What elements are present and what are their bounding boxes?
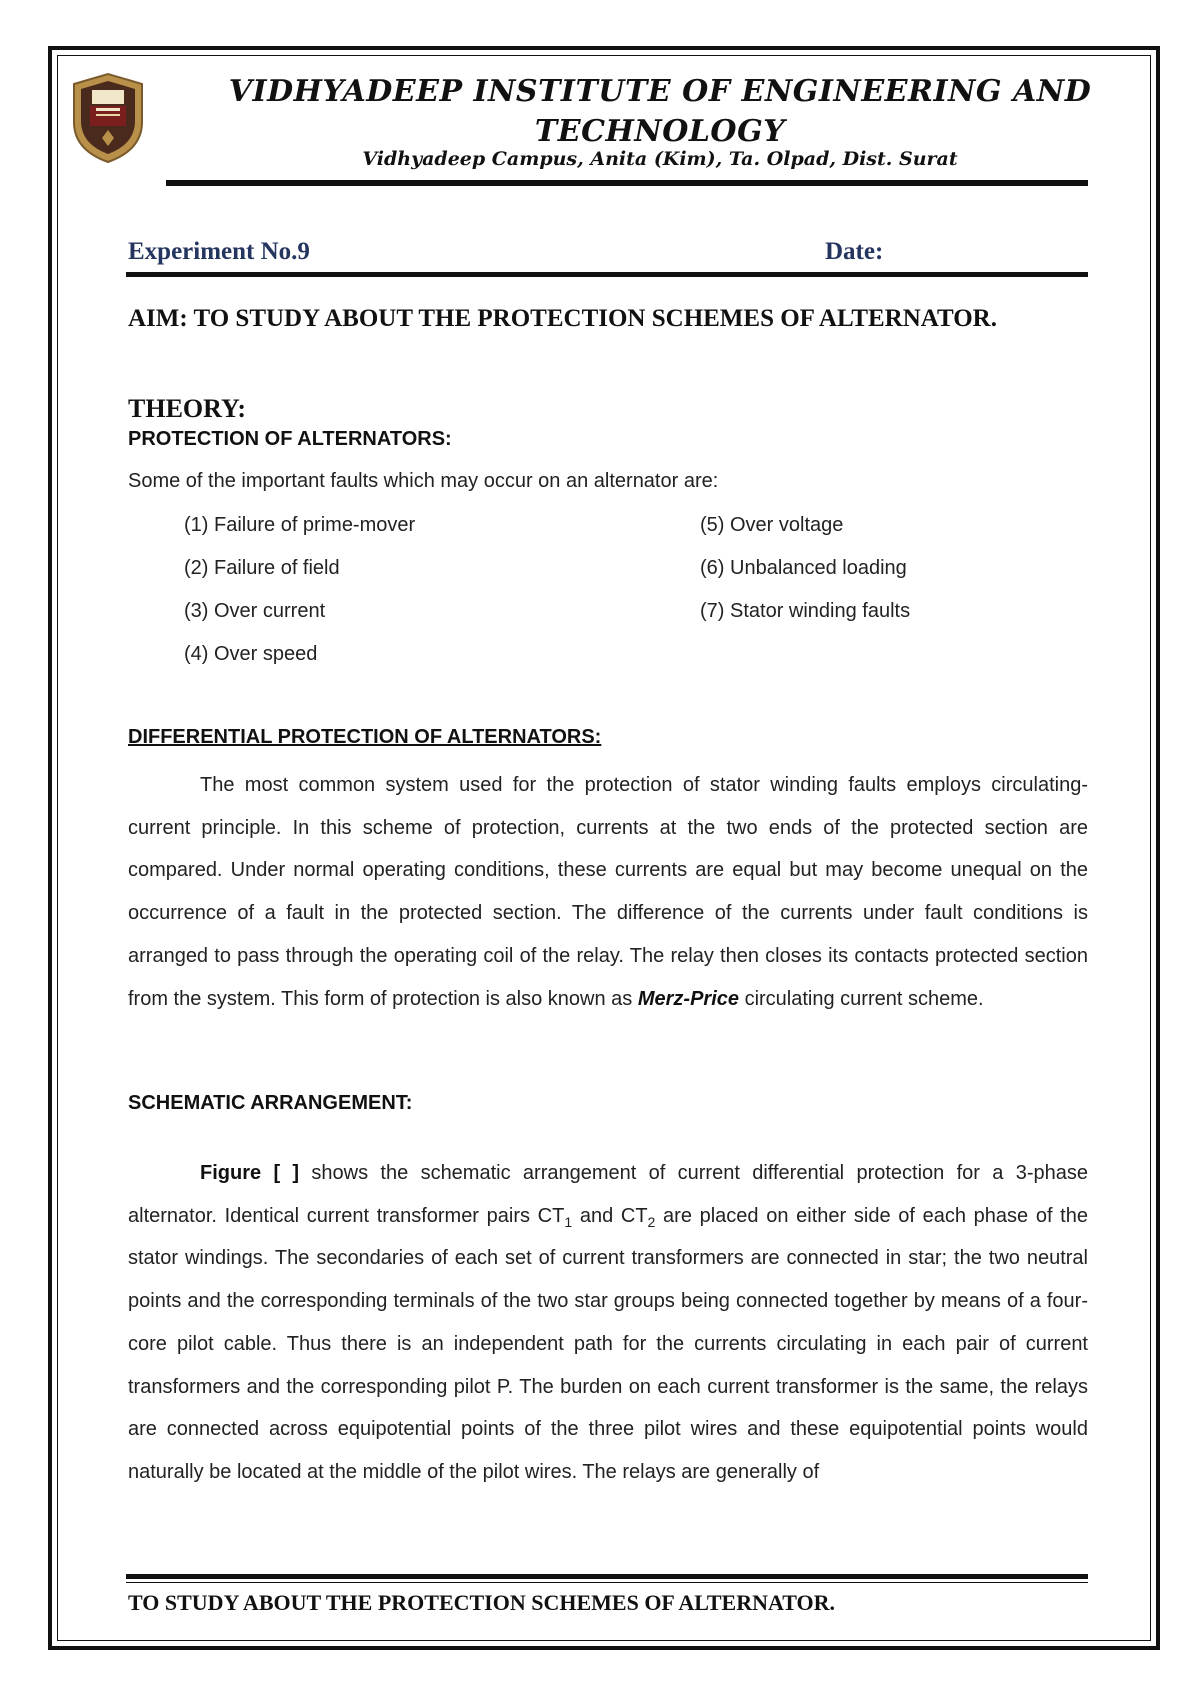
list-item: (3) Over current bbox=[184, 600, 326, 622]
schematic-heading: SCHEMATIC ARRANGEMENT: bbox=[128, 1092, 413, 1114]
institute-name: VIDHYADEEP INSTITUTE OF ENGINEERING AND TECHNOLOGY bbox=[228, 74, 1092, 149]
list-item: (4) Over speed bbox=[184, 643, 318, 665]
faults-intro: Some of the important faults which may occur on an alternator are: bbox=[128, 470, 719, 492]
institute-address: Vidhyadeep Campus, Anita (Kim), Ta. Olpad, Dist. Surat bbox=[362, 148, 958, 170]
footer-title: TO STUDY ABOUT THE PROTECTION SCHEMES OF ALTERNATOR. bbox=[128, 1590, 836, 1615]
list-item: (2) Failure of field bbox=[184, 557, 340, 579]
footer-divider bbox=[126, 1574, 1088, 1579]
institute-crest-icon bbox=[68, 70, 148, 166]
merz-price-term: Merz-Price bbox=[637, 987, 739, 1010]
schematic-paragraph bbox=[128, 1152, 1088, 1494]
paragraph-text: shows the schematic arrangement of current differential protection for a 3-phase alternator. Identical current transformer pairs CT bbox=[128, 1162, 1088, 1227]
list-item: (6) Unbalanced loading bbox=[700, 557, 907, 579]
date-label: Date: bbox=[825, 238, 884, 265]
header-divider bbox=[166, 180, 1088, 186]
footer-divider-thin bbox=[126, 1582, 1088, 1583]
aim-statement: AIM: TO STUDY ABOUT THE PROTECTION SCHEMES OF ALTERNATOR. bbox=[128, 305, 997, 332]
theory-heading: THEORY: bbox=[128, 394, 247, 423]
figure-reference: Figure [ ] bbox=[200, 1162, 300, 1184]
experiment-number: Experiment No.9 bbox=[128, 238, 310, 265]
paragraph-text: are placed on either side of each phase of the stator windings. The secondaries of each set of current transformers are connected in star; the two neutral points and the corresponding terminals of the two star groups being connected together by means of a four-core pilot cable. Thus there is an independent path for the currents circulating in each pair of current transformers and the corresponding pilot P. The burden on each current transformer is the same, the relays are connected across equipotential points of the three pilot wires and these equipotential points would naturally be located at the middle of the pilot wires. The relays are generally of bbox=[128, 1204, 1088, 1483]
ct-subscript: 2 bbox=[647, 1213, 656, 1230]
experiment-divider bbox=[126, 272, 1088, 277]
faults-list-right bbox=[700, 512, 910, 641]
protection-heading: PROTECTION OF ALTERNATORS: bbox=[128, 428, 452, 450]
experiment-row bbox=[128, 238, 1088, 272]
paragraph-text: and CT bbox=[579, 1204, 648, 1227]
differential-heading: DIFFERENTIAL PROTECTION OF ALTERNATORS: bbox=[128, 726, 602, 748]
paragraph-text-end: circulating current scheme. bbox=[744, 987, 984, 1010]
paragraph-text: The most common system used for the protection of stator winding faults employs circulating-current principle. In this scheme of protection, currents at the two ends of the protected section are compared. Under normal operating conditions, these currents are equal but may become unequal on the occurrence of a fault in the protected section. The difference of the currents under fault conditions is arranged to pass through the operating coil of the relay. The relay then closes its contacts protected section from the system. This form of protection is also known as bbox=[128, 774, 1088, 1010]
list-item: (1) Failure of prime-mover bbox=[184, 514, 416, 536]
differential-paragraph bbox=[128, 764, 1088, 1020]
faults-list-left bbox=[184, 512, 415, 684]
ct-subscript: 1 bbox=[564, 1213, 573, 1230]
list-item: (5) Over voltage bbox=[700, 514, 844, 536]
list-item: (7) Stator winding faults bbox=[700, 600, 911, 622]
